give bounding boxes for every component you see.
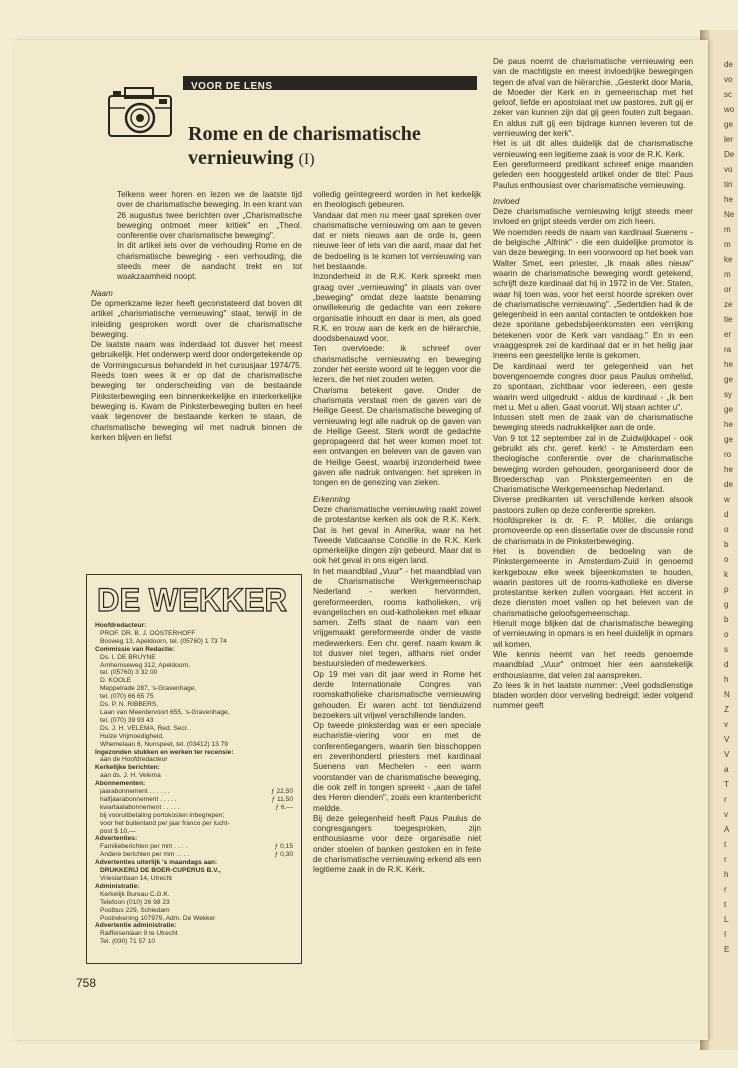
- paragraph: Deze charismatische vernieuwing krijgt steeds meer invloed en grijpt steeds verder om zich heen.: [493, 207, 693, 227]
- paragraph: Zo lees ik in het laatste nummer: „Veel godsdienstige bladen worden door verveling bedreigd; ieder volgend nummer geeft: [493, 680, 693, 711]
- next-page-fragment: r: [724, 795, 727, 804]
- colophon-line: Advertenties uiterlijk 's maandags aan:: [95, 859, 218, 867]
- next-page-fragment: L: [724, 915, 729, 924]
- next-page-fragment: ra: [724, 345, 732, 354]
- price-row: [95, 851, 293, 859]
- paragraph: De opmerkzame lezer heeft geconstateerd dat boven dit artikel „charismatische vernieuwing" staat, terwijl in de inleiding gesproken wordt over de charismatische beweging.: [91, 298, 302, 339]
- next-page-fragment: tin: [724, 180, 733, 189]
- next-page-edge: [710, 30, 738, 1050]
- subheading-naam: Naam: [91, 288, 113, 298]
- next-page-fragment: or: [724, 285, 732, 294]
- next-page-fragment: h: [724, 870, 729, 879]
- price-value: ƒ 22,50: [271, 788, 293, 796]
- paragraph: Deze charismatische vernieuwing raakt zowel de protestantse kerken als ook de R.K. Kerk. Dat is het geval in Amerika, waar na het Tweede Vaticaanse Concilie in de R.K. Kerk opmerkelijke dingen zijn gebeurd. Maar dat is ook het geval in ons eigen land.: [313, 504, 481, 566]
- next-page-fragment: k: [724, 570, 728, 579]
- price-label: kwartaalabonnement . . . . .: [100, 803, 180, 811]
- next-page-fragment: h: [724, 675, 729, 684]
- next-page-fragment: p: [724, 585, 729, 594]
- next-page-fragment: I: [724, 930, 727, 939]
- colophon-line: post $ 10,—: [100, 827, 136, 835]
- colophon-line: Bosweg 13, Apeldoorn, tel. (05760) 1 73 74: [100, 637, 227, 645]
- price-value: ƒ 0,15: [274, 843, 293, 851]
- next-page-fragment: V: [724, 735, 730, 744]
- colophon-line: Arnhemseweg 312, Apeldoorn,: [100, 661, 191, 669]
- next-page-fragment: V: [724, 750, 730, 759]
- logo-text: DE WEKKER: [97, 582, 287, 617]
- column-2: [313, 190, 481, 876]
- next-page-fragment: m: [724, 240, 731, 249]
- price-label: jaarabonnement . . . . . .: [100, 788, 170, 796]
- next-page-fragment: t: [724, 900, 727, 909]
- paragraph: Van 9 tot 12 september zal in de Zuidwijkkapel - ook gebruikt als chr. geref. kerk! - te Amsterdam een theologische conferentie over de charismatische beweging worden gehouden, georganiseerd door de Broederschap van Pinkstergemeenten en de Charismatische Werkgemeenschap Nederland.: [493, 433, 693, 495]
- next-page-fragment: vo: [724, 75, 733, 84]
- paragraph: Inzonderheid in de R.K. Kerk spreekt men graag over „vernieuwing" in plaats van over „beweging" omdat deze laatste benaming onwillekeurig de gedachte van een zekere organisatie inhoudt en daar is men, als goed R.K. en trouw aan de kerk en de hiërarchie, doodsbenauwd voor.: [313, 272, 481, 344]
- section-label: VOOR DE LENS: [191, 81, 273, 92]
- colophon-line: aan ds. J. H. Velema: [100, 772, 161, 780]
- colophon-line: Kerkelijke berichten:: [95, 764, 160, 772]
- paragraph: Charisma betekent gave. Onder de charismata verstaat men de gaven van de Heilige Geest. De charismatische beweging of vernieuwing legt alle nadruk op de gaven van de Heilige Geest. Sterk wordt de gedachte gepropageerd dat het weer komen moet tot een ontvangen en beleven van de gaven van de Heilige Geest, waarbij inzonderheid twee gaven alle nadruk ontvangen: het spreken in tongen en de genezing van zieken.: [313, 385, 481, 488]
- next-page-fragment: vo: [724, 165, 733, 174]
- colophon-line: voor het buitenland per jaar franco per lucht-: [100, 819, 230, 827]
- colophon-line: D. KOOLE: [100, 677, 132, 685]
- title-part: (I): [298, 151, 315, 168]
- next-page-fragment: ge: [724, 375, 733, 384]
- next-page-fragment: b: [724, 615, 729, 624]
- colophon-line: tel. (070) 66 65 75: [100, 693, 154, 701]
- column-1: [91, 190, 302, 443]
- paragraph: Het is bovendien de bedoeling van de Pinkstergemeente in Amsterdam-Zuid in genoemd kerkgebouw elke week bijeenkomsten te houden, waarin pastores uit de rooms-katholieke en diverse protestantse kerken zullen voorgaan. Het accent in deze diensten moet vallen op het beleven van de charismatische geloofsgemeenschap.: [493, 546, 693, 618]
- colophon-line: Postbus 229, Schiedam: [100, 906, 170, 914]
- colophon-line: Laan van Meerdervoort 655, 's-Gravenhage,: [100, 708, 230, 716]
- paragraph: Intussen stelt men de zaak van de charismatische beweging steeds nadrukkelijker aan de orde.: [493, 413, 693, 433]
- paragraph: In het maandblad „Vuur" - het maandblad van de Charismatische Werkgemeenschap Nederland - werken hervormden, gereformeerden, rooms katholieken, vrij evangelischen en oud-katholieken met elkaar samen. Zelfs staat de naam van een vrijgemaakt gereformeerde onder de vaste medewerkers. Een chr. geref. naam kwam ik tot dusver niet tegen, althans niet onder bestuursleden of medewerkers.: [313, 566, 481, 669]
- colophon-line: tel. (070) 39 93 43: [100, 716, 154, 724]
- next-page-fragment: he: [724, 420, 733, 429]
- next-page-fragment: b: [724, 540, 729, 549]
- next-page-fragment: E: [724, 945, 730, 954]
- price-value: ƒ 11,50: [271, 795, 293, 803]
- subheading-erkenning: Erkenning: [313, 494, 350, 504]
- colophon-line: Telefoon (010) 26 98 23: [100, 898, 170, 906]
- colophon-line: Tel. (030) 71 57 10: [100, 938, 155, 946]
- next-page-fragment: ler: [724, 135, 733, 144]
- next-page-fragment: Z: [724, 705, 729, 714]
- colophon-line: aan de Hoofdredacteur: [100, 756, 168, 764]
- colophon-line: Abonnementen:: [95, 780, 146, 788]
- next-page-fragment: m: [724, 270, 731, 279]
- camera-icon: [103, 84, 177, 144]
- paragraph: De kardinaal werd ter gelegenheid van het bovengenoemde congres door paus Paulus omhelsd, zo spontaan, zichtbaar voor iedereen, een geste waarin werd uitgedrukt - aldus de kardinaal - „Ik ben met u. Met u allen. Gaat vooruit. Wij staan achter u".: [493, 361, 693, 412]
- next-page-fragment: he: [724, 465, 733, 474]
- next-page-fragment: d: [724, 660, 729, 669]
- colophon-line: PROF. DR. B. J. OOSTERHOFF: [100, 629, 196, 637]
- paragraph: Op 19 mei van dit jaar werd in Rome het derde Internationale Congres van roomskatholieke charismatische vernieuwing gehouden. Er waren acht tot tienduizend bezoekers uit vrijwel verschillende landen.: [313, 669, 481, 720]
- next-page-fragment: A: [724, 825, 730, 834]
- colophon-line: Commissie van Redactie:: [95, 645, 175, 653]
- colophon-details: [95, 622, 293, 946]
- next-page-fragment: ze: [724, 300, 733, 309]
- next-page-fragment: r: [724, 885, 727, 894]
- section-banner: [183, 76, 477, 90]
- price-label: Andere berichten per mm . . . .: [100, 851, 190, 859]
- colophon-line: Hoofdredacteur:: [95, 622, 147, 629]
- next-page-fragment: ro: [724, 450, 732, 459]
- next-page-fragment: o: [724, 630, 729, 639]
- next-page-fragment: v: [724, 720, 728, 729]
- colophon-line: Administratie:: [95, 882, 140, 890]
- paragraph: volledig geïntegreerd worden in het kerkelijk en theologisch gebeuren.: [313, 190, 481, 210]
- colophon-line: Vrieslantlaan 14, Utrecht: [100, 875, 172, 882]
- next-page-fragment: de: [724, 480, 733, 489]
- next-page-fragment: er: [724, 330, 732, 339]
- price-row: [95, 804, 293, 812]
- colophon-line: Kerkelijk Bureau C.G.K.: [100, 890, 170, 898]
- next-page-fragment: s: [724, 645, 728, 654]
- next-page-fragment: o: [724, 525, 729, 534]
- paragraph: Hoofdspreker is dr. F. P. Möller, die onlangs promoveerde op een dissertatie over de discussie rond de charismata in de Pinksterbeweging.: [493, 516, 693, 546]
- paragraph: Vandaar dat men nu meer gaat spreken over charismatische vernieuwing om aan te geven dat er niets nieuws aan de orde is, geen nieuwe leer of iets van die aard, maar dat het de bedoeling is te komen tot vernieuwing van het bestaande.: [313, 210, 481, 272]
- price-row: [95, 788, 293, 796]
- next-page-fragment: r: [724, 855, 727, 864]
- paragraph: De laatste naam was inderdaad tot dusver het meest gebruikelijk. Het onderwerp werd door ondergetekende op de Vormingscursus behandeld in het cursusjaar 1974/75. Reeds toen wees ik er op dat de charismatische beweging ter onderscheiding van de bestaande Pinksterbeweging een binnenkerkelijke en interkerkelijke beweging is. Kwam de Pinksterbeweging buiten en heel vaak tegenover de bestaande kerken te staan, de charismatische beweging wil met nadruk binnen de kerken blijven en liefst: [91, 340, 302, 442]
- next-page-fragment: tie: [724, 315, 733, 324]
- de-wekker-logo: [93, 581, 291, 617]
- next-page-fragment: ge: [724, 120, 733, 129]
- intro-paragraph-2: In dit artikel iets over de verhouding Rome en de charismatische beweging - een verhouding, die steeds meer de aandacht trekt en tot waakzaamheid noopt.: [117, 241, 302, 282]
- next-page-fragment: w: [724, 495, 730, 504]
- colophon-line: Raiffeisenlaan 9 te Utrecht: [100, 930, 178, 938]
- colophon-line: Ds. I. DE BRUYNE: [100, 653, 156, 661]
- next-page-fragment: de: [724, 60, 733, 69]
- page-number: 758: [76, 976, 97, 990]
- paragraph: Het is uit dit alles duidelijk dat de charismatische vernieuwing een legitieme zaak is voor de R.K. Kerk.: [493, 139, 693, 159]
- paragraph: De paus noemt de charismatische vernieuwing een van de machtigste en meest invloedrijke bewegingen tegen de afval van de hiërarchie. „Gesterkt door Maria, de Moeder der Kerk en in gemeenschap met het geloof, liefde en apostolaat met uw pastores, zult gij er zeker van kunnen zijn dat gij geen fouten zult begaan. En aldus zult gij een bijdrage kunnen leveren tot de vernieuwing der kerk".: [493, 57, 693, 139]
- colophon-line: Advertenties:: [95, 835, 138, 843]
- next-page-fragment: g: [724, 600, 729, 609]
- next-page-fragment: a: [724, 765, 729, 774]
- paragraph: Bij deze gelegenheid heeft Paus Paulus de congresgangers toegesproken, zijn enthousiasme voor deze organisatie niet onder stoelen of banken gestoken en in feite de charismatische vernieuwing erkend als een legitieme zaak in de R.K. Kerk.: [313, 813, 481, 875]
- next-page-fragment: d: [724, 510, 729, 519]
- next-page-fragment: m: [724, 225, 731, 234]
- colophon-line: DRUKKERIJ DE BOER-CUPERUS B.V.,: [100, 867, 221, 875]
- paragraph: Wie kennis neemt van het reeds genoemde maandblad „Vuur" ontmoet hier een aanstekelijk enthousiasme, dat velen zal aanspreken.: [493, 649, 693, 680]
- next-page-fragment: ke: [724, 255, 733, 264]
- colophon-line: Postrekening 107979, Adm. De Wekker: [100, 914, 216, 922]
- next-page-fragment: De: [724, 150, 735, 159]
- next-page-fragment: o: [724, 555, 729, 564]
- column-3: [493, 57, 693, 712]
- colophon-line: Whemelaan 6, Nunspeet, tel. (03412) 13 79: [100, 740, 228, 748]
- colophon-line: Meppelrade 287, 's-Gravenhage,: [100, 685, 197, 693]
- colophon-line: Advertentie administratie:: [95, 922, 177, 930]
- paragraph: Hieruit moge blijken dat de charismatische beweging of vernieuwing in opmars is en heel duidelijk in opmars wil komen.: [493, 619, 693, 649]
- colophon-line: bij vooruitbetaling portokosten inbegrepen;: [100, 811, 225, 819]
- next-page-fragment: v: [724, 810, 728, 819]
- next-page-fragment: T: [724, 780, 729, 789]
- article-title: [188, 122, 488, 172]
- intro-paragraph: Telkens weer horen en lezen we de laatste tijd over de charismatische beweging. In een krant van 26 augustus twee berichten over „Charismatische beweging ontmoet meer kritiek" en „Theol. conferentie over charismatische beweging".: [117, 190, 302, 241]
- colophon-line: Huize Vrijmoedigheid,: [100, 732, 164, 740]
- paragraph: Op tweede pinksterdag was er een speciale eucharistie-viering voor en met de conferentiegangers, waarin tien bisschoppen en zevenhonderd priesters met kardinaal Suenens van Mechelen - een warm voorstander van de charismatische beweging, die ook zelf in tongen spreekt - „aan de tafel des Heren dienden", zoals een krantenbericht meldde.: [313, 721, 481, 813]
- price-label: halfjaarabonnement . . . . .: [100, 795, 177, 803]
- next-page-fragment: ge: [724, 435, 733, 444]
- colophon-line: Ds. J. H. VELEMA, Red. Secr.: [100, 724, 189, 732]
- subheading-invloed: Invloed: [493, 196, 520, 206]
- colophon-line: Ds. P. N. RIBBERS,: [100, 701, 159, 709]
- colophon-line: Ingezonden stukken en werken ter recensie:: [95, 748, 234, 756]
- price-row: [95, 796, 293, 804]
- next-page-fragment: N: [724, 690, 730, 699]
- next-page-fragment: sc: [724, 90, 732, 99]
- next-page-fragment: t: [724, 840, 727, 849]
- paragraph: Een gereformeerd predikant schreef enige maanden geleden een hooggesteld artikel onder de titel: Paus Paulus enthousiast over charismatische vernieuwing.: [493, 159, 693, 190]
- next-page-fragment: sy: [724, 390, 732, 399]
- price-row: [95, 843, 293, 851]
- title-main: Rome en de charismatische vernieuwing: [188, 123, 421, 169]
- next-page-fragment: Ne: [724, 210, 735, 219]
- paragraph: Diverse predikanten uit verschillende kerken alsook pastoors zullen op deze conferentie spreken.: [493, 495, 693, 515]
- paragraph: Ten overvloede: ik schreef over charismatische vernieuwing en beweging zonder het eerste woord uit te leggen voor die lezers, die het niet zouden weten.: [313, 344, 481, 385]
- price-value: ƒ 0,30: [274, 851, 293, 859]
- colophon-box: [86, 574, 302, 964]
- next-page-fragment: he: [724, 195, 733, 204]
- next-page-fragment: he: [724, 360, 733, 369]
- paragraph: We noemden reeds de naam van kardinaal Suenens - de belgische „Alfrink" - die een duidelijke promotor is van deze beweging. In een voorwoord op het boek van Walter Smet, een priester, „Ik maak alles nieuw" waarin de charismatische beweging wordt getekend, schrijft deze kardinaal dat hij in 1972 in de Ver. Staten, waar hij toen was, voor het eerst hoorde spreken over de charismatische vernieuwing". „Sedertdien had ik de gelegenheid in een aantal contacten te ontdekken hoe deze spontane gebedsbijeenkomsten een verrijking betekenen voor de Kerk van vandaag." En in een vraaggesprek zei de kardinaal dat er in het heilig jaar ineens een geestelijke lente is gekomen.: [493, 227, 693, 361]
- next-page-fragment: ge: [724, 405, 733, 414]
- colophon-line: tel. (05760) 3 32 00: [100, 669, 158, 677]
- price-value: ƒ 6,—: [275, 803, 293, 811]
- price-label: Familieberichten per mm . . . .: [100, 843, 188, 851]
- next-page-fragment: wo: [724, 105, 735, 114]
